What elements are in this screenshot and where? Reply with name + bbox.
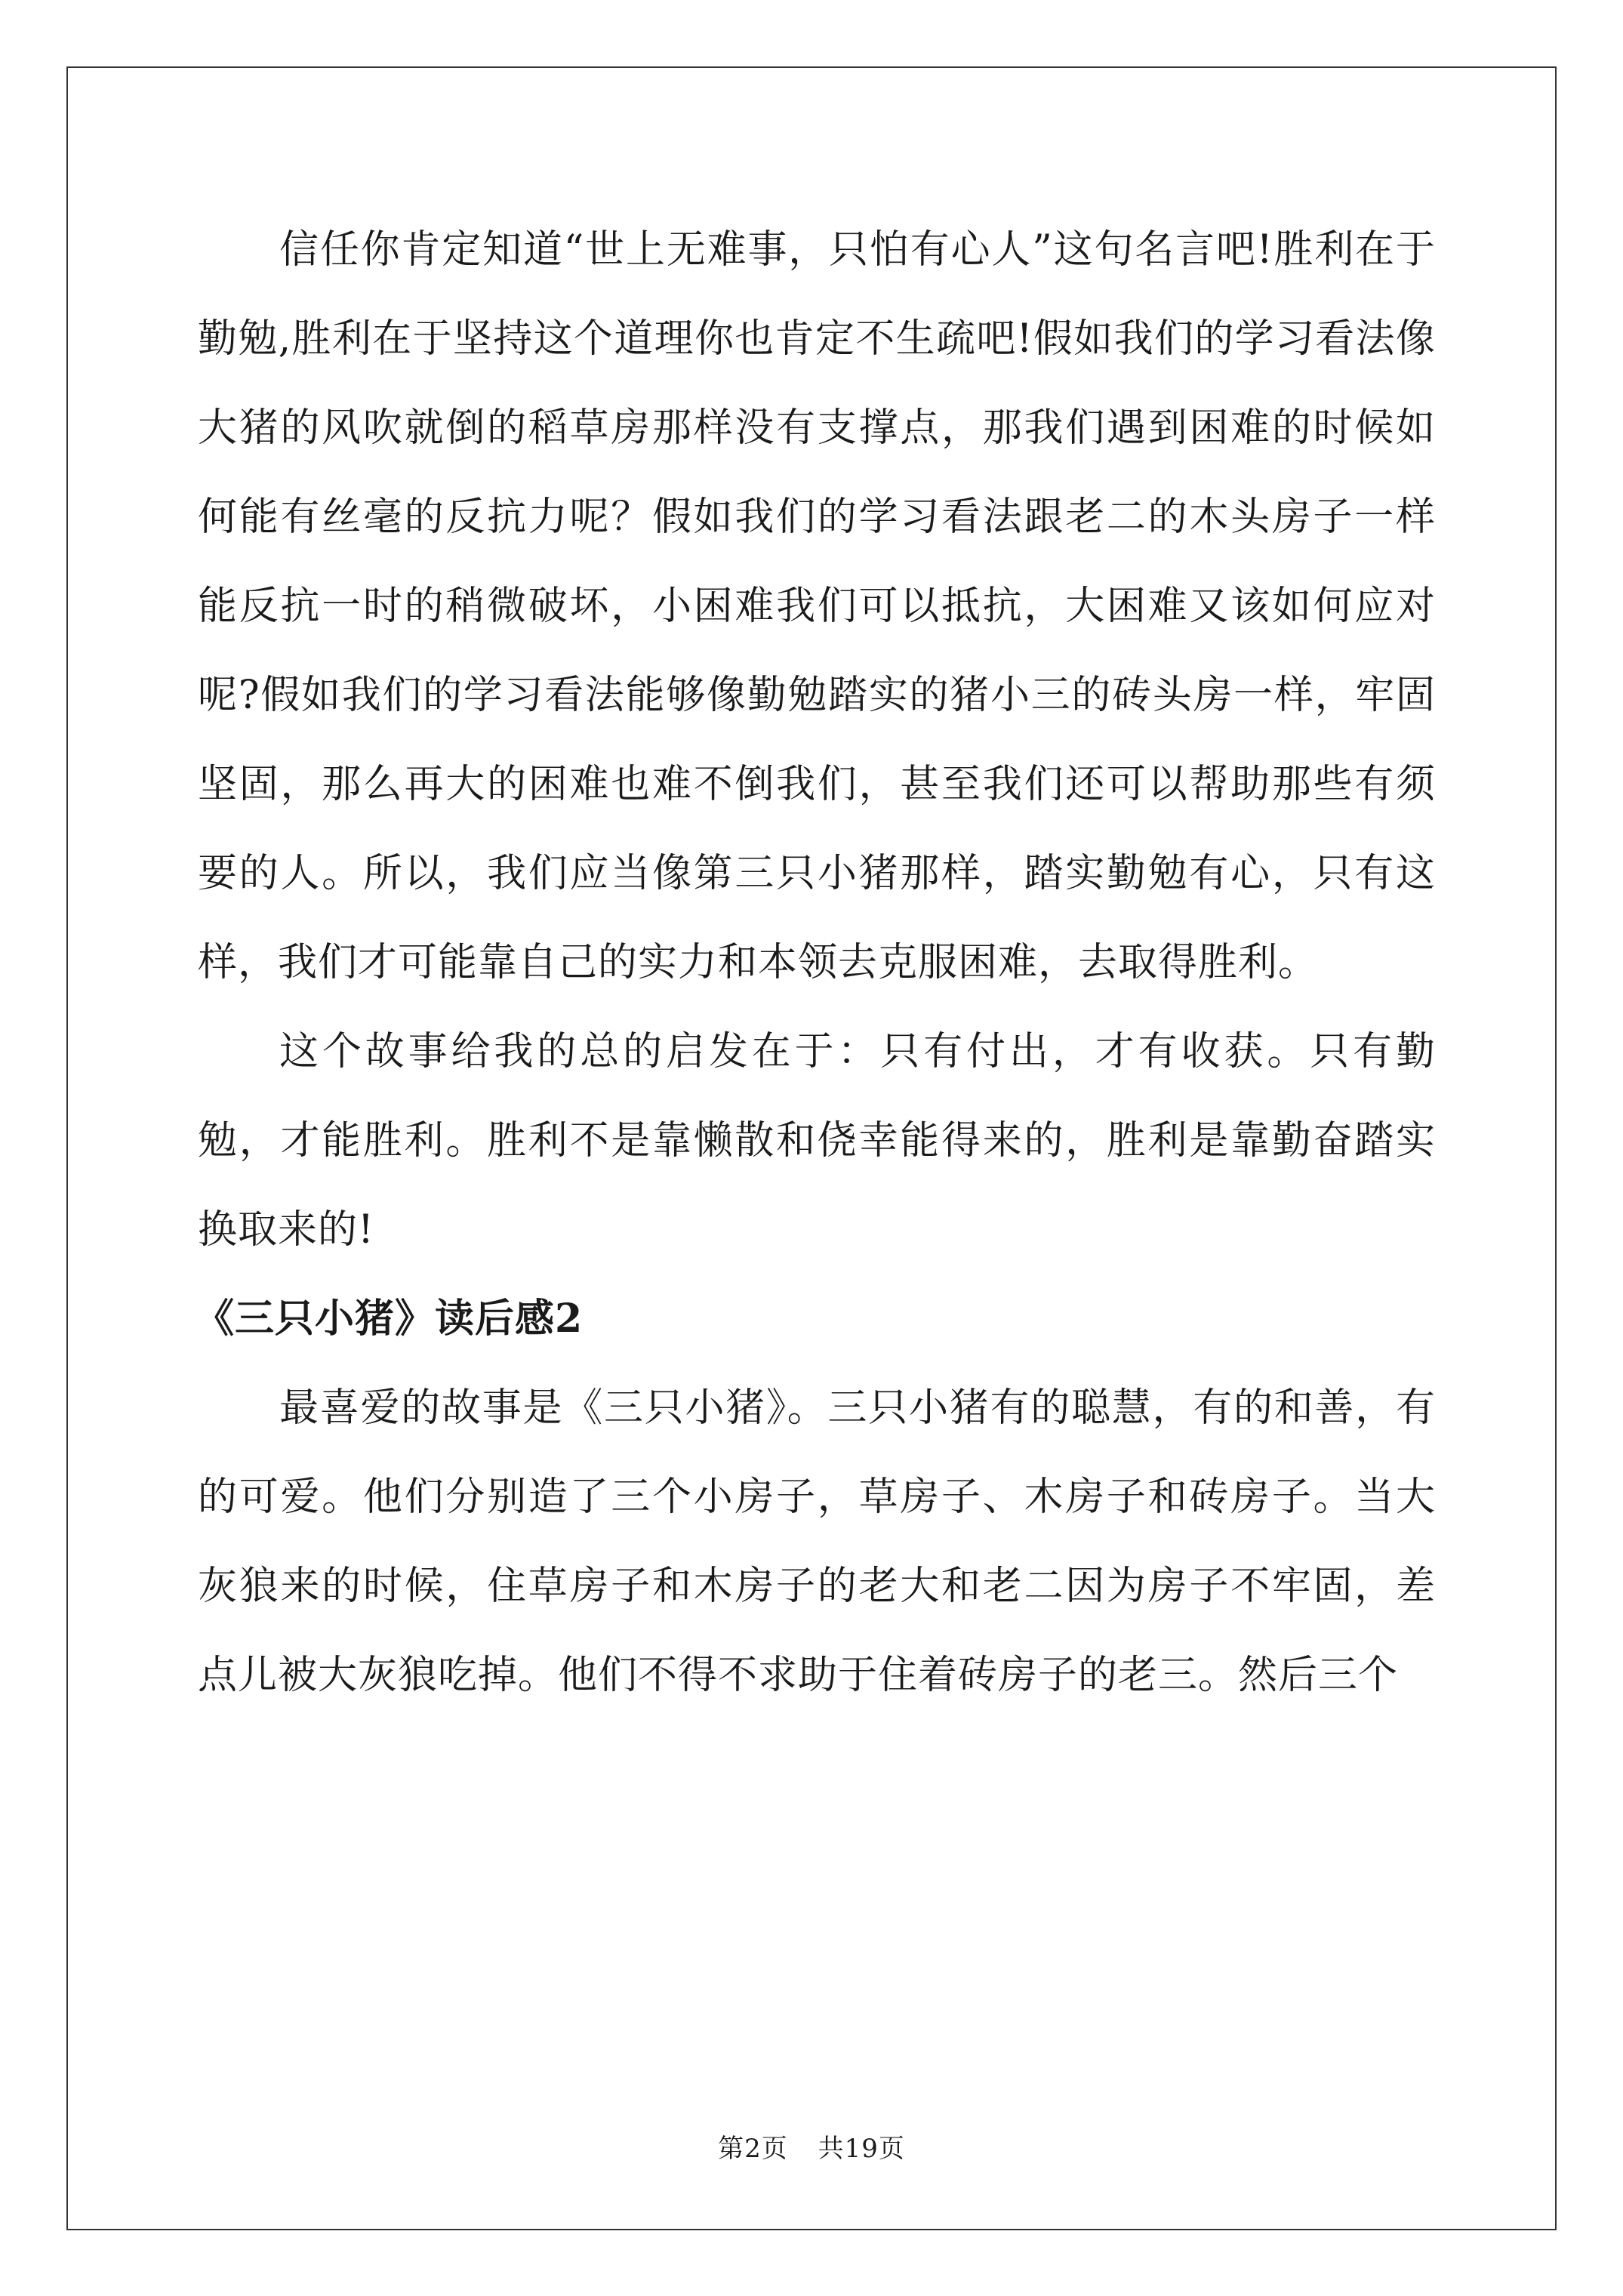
page-number: 第2页 xyxy=(718,2134,788,2164)
document-body xyxy=(195,205,1436,1720)
paragraph: 这个故事给我的总的启发在于：只有付出，才有收获。只有勤勉，才能胜利。胜利不是靠懒散和侥幸能得来的，胜利是靠勤奋踏实换取来的! xyxy=(198,1029,1436,1253)
page-footer xyxy=(0,2128,1623,2165)
paragraph: 信任你肯定知道“世上无难事，只怕有心人”这句名言吧!胜利在于勤勉,胜利在于坚持这个道理你也肯定不生疏吧!假如我们的学习看法像大猪的风吹就倒的稻草房那样没有支撑点，那我们遇到困难的时候如何能有丝毫的反抗力呢？假如我们的学习看法跟老二的木头房子一样能反抗一时的稍微破坏，小困难我们可以抵抗，大困难又该如何应对呢?假如我们的学习看法能够像勤勉踏实的猪小三的砖头房一样，牢固坚固，那么再大的困难也难不倒我们，甚至我们还可以帮助那些有须要的人。所以，我们应当像第三只小猪那样，踏实勤勉有心，只有这样，我们才可能靠自己的实力和本领去克服困难，去取得胜利。 xyxy=(198,227,1436,985)
page-total: 共19页 xyxy=(818,2134,905,2164)
section-heading: 《三只小猪》读后感2 xyxy=(195,1296,584,1342)
paragraph: 最喜爱的故事是《三只小猪》。三只小猪有的聪慧，有的和善，有的可爱。他们分别造了三个小房子，草房子、木房子和砖房子。当大灰狼来的时候，住草房子和木房子的老大和老二因为房子不牢固，差点儿被大灰狼吃掉。他们不得不求助于住着砖房子的老三。然后三个 xyxy=(198,1385,1436,1698)
